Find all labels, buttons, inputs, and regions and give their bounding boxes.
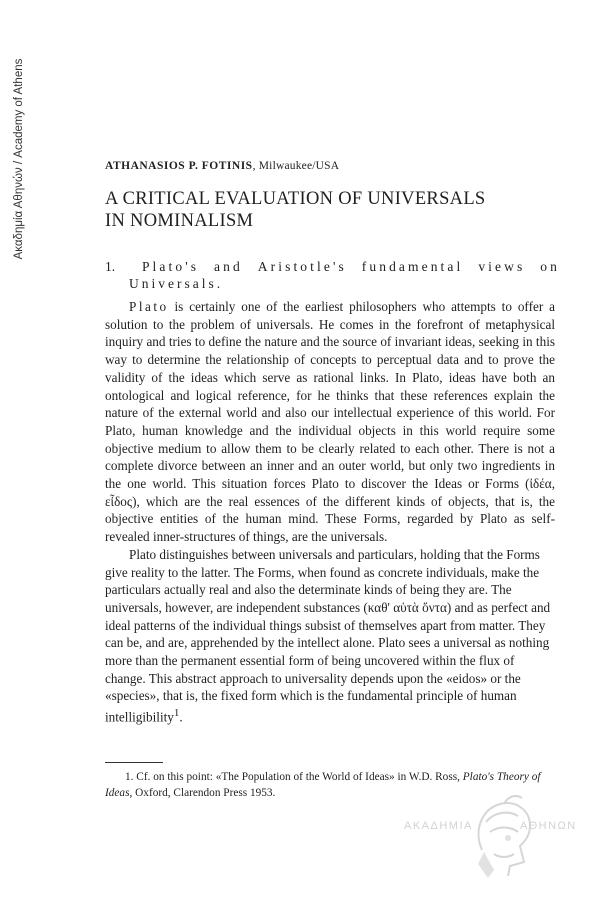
side-watermark-text: Ακαδημία Αθηνών / Academy of Athens — [13, 58, 25, 260]
article-title — [105, 188, 545, 232]
section-number: 1. — [105, 259, 116, 274]
body-text — [105, 298, 555, 726]
footnote-marker: 1 — [173, 707, 180, 720]
academy-stamp — [404, 792, 592, 892]
section-word: Aristotle's — [257, 259, 347, 274]
stamp-text-right: ΑΘΗΝΩΝ — [520, 820, 577, 832]
section-word: Plato's — [141, 259, 200, 274]
author-affiliation: , Milwaukee/USA — [252, 160, 340, 172]
stamp-text-left: ΑΚΑΔΗΜΙΑ — [404, 820, 473, 832]
paragraph-1 — [105, 298, 555, 546]
section-heading — [105, 258, 560, 292]
author-line — [105, 160, 339, 172]
footnote-text: 1. Cf. on this point: «The Population of the World of Ideas» in W.D. Ross, — [125, 771, 463, 783]
footnote-tail: , Oxford, Clarendon Press 1953. — [129, 787, 276, 799]
section-word: on — [540, 259, 560, 274]
paragraph-2-text: Plato distinguishes between universals and particulars, holding that the Forms give reality to the latter. The Forms, when found as concrete individuals, make the particulars actually real and also the determinate kinds of being they are. The universals, however, are independent substances (καθ' αὑτὰ ὄντα) and as perfect and ideal patterns of the individual things subsist of themselves apart from matter. They can be, and are, apprehended by the intellect alone. Plato sees a universal as nothing more than the permanent essential form of being uncovered within the flux of change. This abstract approach to universality depends upon the «eidos» or the «species», that is, the fixed form which is the fundamental principle of human intelligibility — [105, 546, 551, 725]
section-heading-line-2: Universals. — [129, 276, 224, 291]
section-word: and — [214, 259, 243, 274]
paragraph-lead-word: Plato — [129, 299, 169, 314]
side-watermark — [8, 44, 30, 274]
section-word: views — [478, 259, 526, 274]
footnote-book-title: Plato's Theory of Ideas — [105, 771, 541, 799]
title-line-1: A CRITICAL EVALUATION OF UNIVERSALS — [105, 189, 486, 209]
paragraph-1-text: is certainly one of the earliest philosophers who attempts to offer a solution to the problem of universals. He comes in the forefront of metaphysical inquiry and tries to define the nature and the source of invariant ideas, seeking in this way to determine the relationship of concepts to perceptual data and to prove the validity of the ideas which serve as rational links. In Plato, ideas have both an ontological and logical reference, for he thinks that these references explain the nature of the external world and also our intellectual experience of this world. For Plato, human knowledge and the individual objects in this world require some objective medium to allow them to be clearly related to each other. There is not a complete divorce between an inner and an outer world, but only two ingredients in the one world. This situation forces Plato to discover the Ideas or Forms (ἰδέα, εἶδος), which are the real essences of the different kinds of objects, that is, the objective entities of the human mind. These Forms, regarded by Plato as self-revealed inner-structures of things, are the universals. — [105, 299, 555, 545]
author-name: ATHANASIOS P. FOTINIS — [105, 160, 253, 172]
section-word: fundamental — [361, 259, 464, 274]
paragraph-2-end: . — [179, 709, 183, 725]
footnote-rule — [105, 762, 163, 763]
paragraph-2 — [105, 546, 555, 726]
title-line-2: IN NOMINALISM — [105, 211, 254, 231]
athena-head-icon — [464, 792, 544, 882]
